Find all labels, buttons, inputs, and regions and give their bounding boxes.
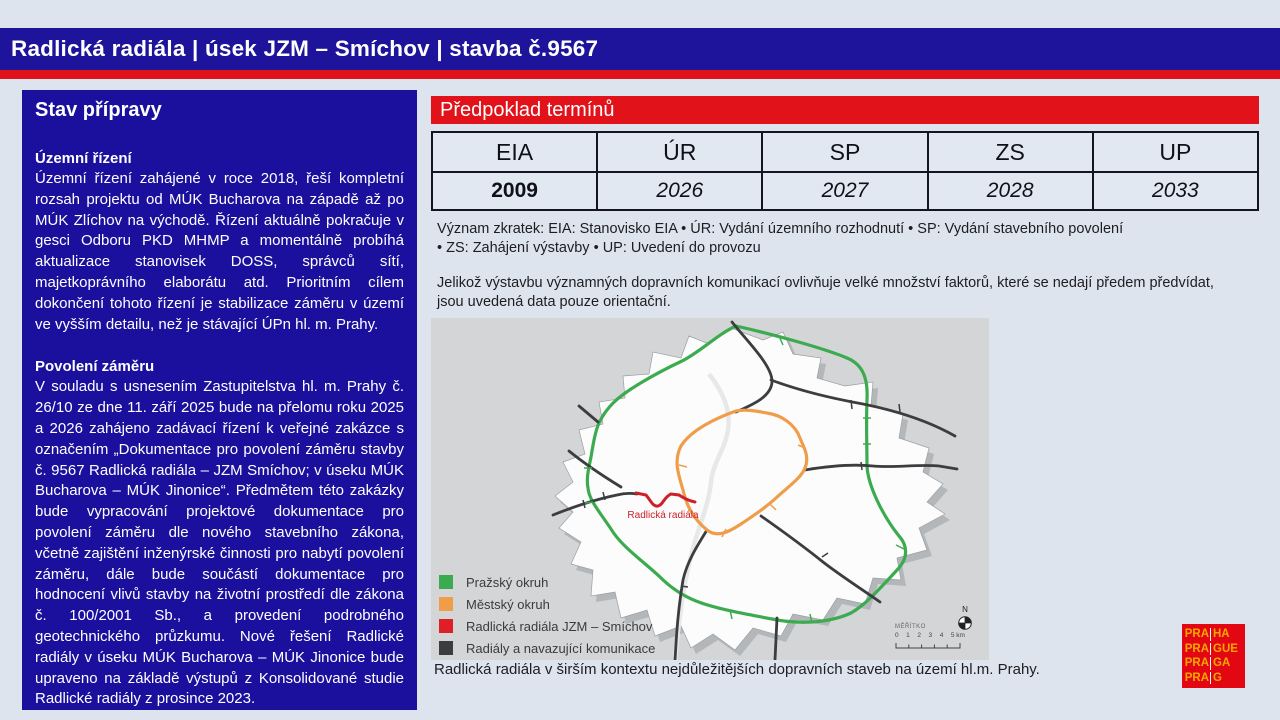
legend-swatch-red — [439, 619, 453, 633]
status-panel-heading: Stav přípravy — [35, 99, 162, 121]
map-scale-area — [893, 606, 983, 654]
legend-label: Radiály a navazující komunikace — [466, 640, 656, 656]
map-caption: Radlická radiála v širším kontextu nejdůležitějších dopravních staveb na území hl.m. Prahy. — [434, 661, 1040, 678]
scale-label: MĚŘÍTKO — [895, 624, 926, 630]
scale-tick: 1 — [906, 632, 910, 639]
timeline-value-sp: 2027 — [762, 172, 927, 210]
disclaimer-note — [437, 274, 1261, 312]
map-legend — [439, 575, 655, 655]
slide-title: Radlická radiála | úsek JZM – Smíchov | stavba č.9567 — [11, 36, 599, 61]
scale-tick: 0 — [895, 632, 899, 639]
section-body-uzemni-rizeni: Územní řízení zahájené v roce 2018, řeší kompletní rozsah projektu od MÚK Bucharova na západě až po MÚK Zlíchov na východě. Řízení aktuálně pokračuje v gesci Odboru PKD MHMP a momentálně probíhá aktualizace stanovisek DOSS, správců sítí, majetkoprávního elaborátu atd. Prioritním cílem dokončení tohoto řízení je stabilizace záměru v území ve vyšším detailu, než je stávající ÚPn hl. m. Prahy. — [35, 170, 404, 333]
legend-item-prazsky-okruh — [439, 575, 655, 589]
legend-item-mestsky-okruh — [439, 597, 655, 611]
legend-swatch-green — [439, 575, 453, 589]
section-body-povoleni-zameru: V souladu s usnesením Zastupitelstva hl. m. Prahy č. 26/10 ze dne 11. září 2025 bude na přelomu roku 2025 a 2026 zahájeno zadávací řízení k veřejné zakázce s označením „Dokumentace pro povolení záměru stavby č. 9567 Radlická radiála – JZM Smíchov; v úseku MÚK Bucharova – MÚK Jinonice“. Předmětem této zakázky bude vypracování projektové dokumentace pro povolení záměru dle nového stavebního zákona, včetně zajištění inženýrské činnosti pro nabytí povolení záměru, dále bude součástí dokumentace pro hodnocení vlivů stavby na životní prostředí dle zákona č. 100/2001 Sb., a provedení podrobného geotechnického průzkumu. Nové řešení Radlické radiály v úseku MÚK Bucharova – MÚK Jinonice bude upraveno na základě výstupů z Konsolidované studie Radlické radiály z prosince 2023. — [35, 378, 404, 708]
timeline-col-ur: ÚR — [597, 132, 762, 172]
timeline-value-ur: 2026 — [597, 172, 762, 210]
legend-label: Městský okruh — [466, 596, 550, 612]
logo-text: G — [1213, 671, 1222, 684]
legend-swatch-orange — [439, 597, 453, 611]
abbreviations-note-line1: Význam zkratek: EIA: Stanovisko EIA • ÚR: Vydání územního rozhodnutí • SP: Vydání stavebního povolení — [437, 221, 1124, 237]
section-heading-uzemni-rizeni: Územní řízení — [35, 150, 132, 167]
scale-tick: 4 — [939, 632, 944, 639]
timeline-value-zs: 2028 — [928, 172, 1093, 210]
disclaimer-note-line2: jsou uvedená data pouze orientační. — [437, 294, 671, 310]
logo-text: GUE — [1213, 642, 1238, 655]
timeline-values-row — [432, 172, 1258, 210]
timeline-heading: Předpoklad termínů — [440, 99, 615, 121]
prague-map — [431, 318, 989, 660]
logo-row — [1182, 628, 1245, 641]
scale-tick: 2 — [917, 632, 921, 639]
status-panel — [22, 90, 417, 710]
timeline-table — [431, 131, 1259, 211]
timeline-heading-bar — [431, 96, 1259, 124]
logo-text: PRA — [1182, 643, 1211, 656]
legend-item-radlicka-radiala — [439, 619, 655, 633]
legend-label: Radlická radiála JZM – Smíchov — [466, 618, 653, 634]
logo-text: PRA — [1182, 628, 1211, 641]
timeline-col-sp: SP — [762, 132, 927, 172]
scale-tick: 3 — [928, 632, 933, 639]
abbreviations-note — [437, 220, 1261, 258]
timeline-col-up: UP — [1093, 132, 1258, 172]
scale-tick: 5 km — [950, 632, 965, 639]
logo-text: PRA — [1182, 657, 1211, 670]
logo-row — [1182, 672, 1245, 685]
timeline-value-eia: 2009 — [432, 172, 597, 210]
logo-text: PRA — [1182, 672, 1211, 685]
red-accent-stripe — [0, 70, 1280, 79]
north-label: N — [962, 605, 968, 614]
section-heading-povoleni-zameru: Povolení záměru — [35, 358, 155, 376]
slide-title-bar — [0, 28, 1280, 70]
prague-logo — [1182, 624, 1245, 688]
logo-text: HA — [1213, 628, 1230, 640]
logo-row — [1182, 643, 1245, 656]
legend-swatch-dark — [439, 641, 453, 655]
legend-label: Pražský okruh — [466, 574, 549, 590]
timeline-header-row — [432, 132, 1258, 172]
compass-icon — [957, 615, 973, 631]
timeline-col-zs: ZS — [928, 132, 1093, 172]
disclaimer-note-line1: Jelikož výstavbu významných dopravních komunikací ovlivňuje velké množství faktorů, které se nedají předem předvídat, — [437, 275, 1214, 291]
legend-item-radialy — [439, 641, 655, 655]
radlicka-radiala-map-label: Radlická radiála — [627, 510, 699, 521]
timeline-col-eia: EIA — [432, 132, 597, 172]
north-indicator — [957, 606, 973, 631]
logo-text: GA — [1213, 657, 1231, 669]
scale-bar — [895, 641, 965, 649]
logo-row — [1182, 657, 1245, 670]
timeline-value-up: 2033 — [1093, 172, 1258, 210]
scale-tick-labels — [895, 632, 965, 639]
abbreviations-note-line2: • ZS: Zahájení výstavby • UP: Uvedení do provozu — [437, 240, 761, 256]
